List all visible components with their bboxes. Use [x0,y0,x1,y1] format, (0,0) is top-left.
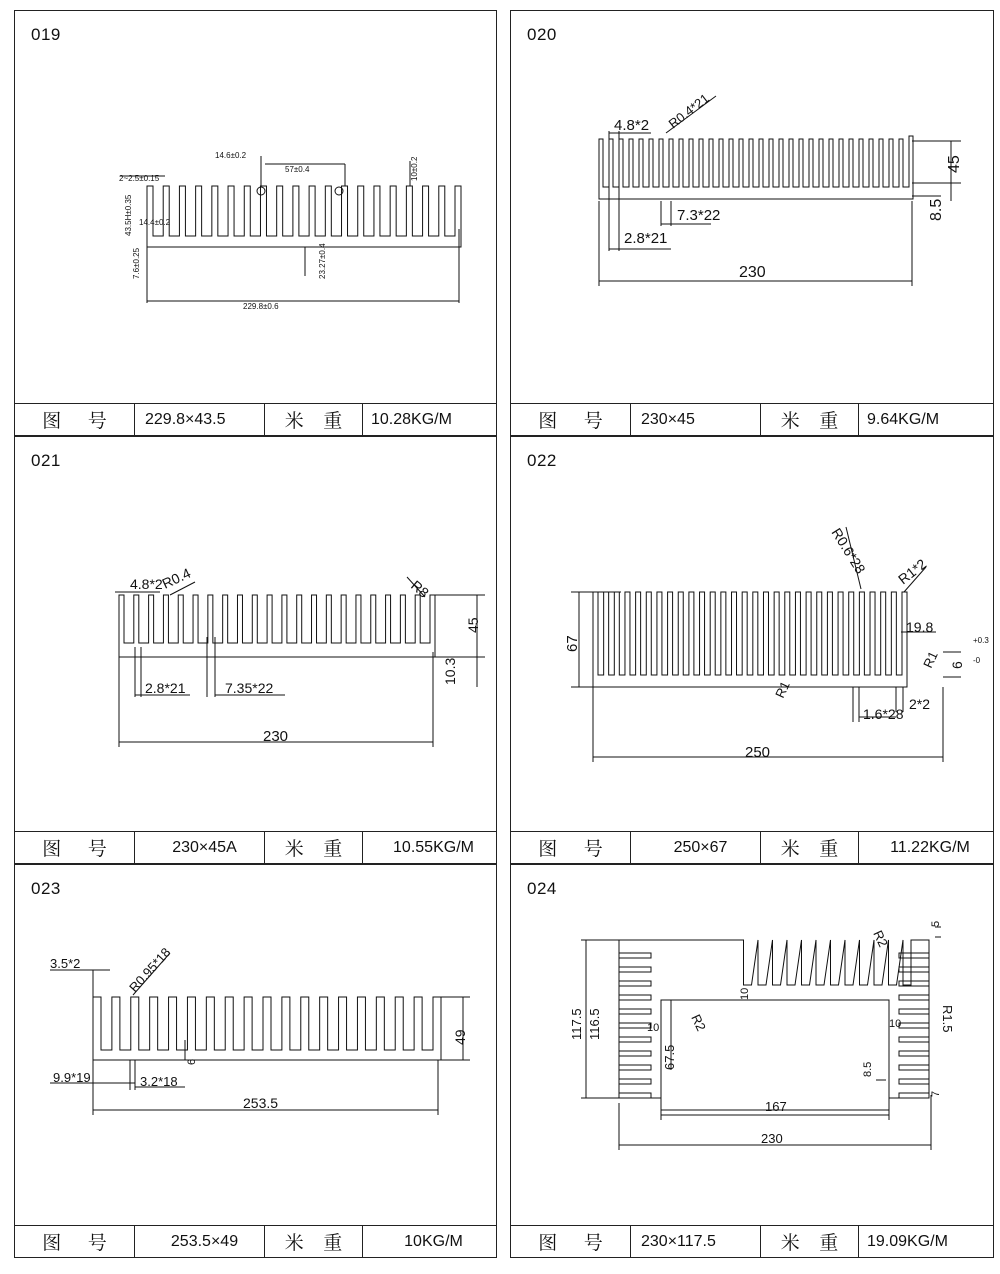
dim-d5: 6 [186,1058,198,1065]
drawing-number-value: 253.5×49 [135,1226,265,1257]
dim-d2: R1*2 [894,555,930,588]
dim-h2: 116.5 [587,1008,602,1040]
weight-value: 10KG/M [404,1232,463,1250]
dim-inner: 167 [765,1099,787,1114]
profile-drawing-022 [511,437,995,833]
dim-d4: R1 [920,648,941,671]
label-drawing-number: 图 号 [15,832,135,863]
dim-d4: 3.2*18 [140,1074,178,1089]
dim-h1: 117.5 [569,1008,584,1040]
dim-d3: 9.9*19 [53,1070,91,1085]
dim-d5: 6 [949,661,965,669]
profile-drawing-024 [511,865,995,1227]
panel-020 [510,10,994,436]
dim-height: 49 [452,1029,468,1045]
profile-drawing-023 [15,865,498,1227]
title-block [15,831,496,863]
dim-d7: R1.5 [940,1005,955,1033]
dim-d4: 2~2.5±0.15 [119,174,160,183]
dim-d1: 5 [930,920,942,927]
panel-022 [510,436,994,864]
label-weight-per-meter: 米 重 [265,1226,363,1257]
weight-value: 10.28KG/M [371,410,452,428]
dim-height: 45 [946,155,963,173]
label-drawing-number: 图 号 [511,832,631,863]
dim-d6: 10 [889,1018,902,1030]
dim-d7: 7.6±0.25 [132,247,141,279]
dim-d6: 14.4±0.2 [139,218,171,227]
dim-d9: 7 [930,1090,942,1097]
dim-d3: 19.8 [906,619,934,635]
dim-d8: 23.27±0.4 [318,243,327,279]
dim-d3: R2 [688,1011,709,1034]
panel-number: 020 [527,25,557,44]
title-block [511,1225,993,1257]
label-weight-per-meter: 米 重 [761,1226,859,1257]
panel-023 [14,864,497,1258]
panel-019 [14,10,497,436]
dim-d2: R2 [870,927,891,950]
panel-number: 024 [527,879,557,898]
dim-d5: 43.5H±0.35 [124,194,133,236]
label-drawing-number: 图 号 [15,1226,135,1257]
dim-width: 229.8±0.6 [243,302,279,311]
dim-d1: R0.6*28 [828,525,869,577]
weight-value: 10.55KG/M [393,838,474,856]
dim-height: 45 [465,617,481,633]
label-weight-per-meter: 米 重 [761,404,859,435]
dim-d5: 7.35*22 [225,680,274,696]
dim-d3: 10±0.2 [410,156,419,181]
label-drawing-number: 图 号 [511,404,631,435]
dim-width: 253.5 [243,1095,279,1111]
dim-d2: R0.95*18 [126,944,174,996]
dim-d6: R1 [772,678,793,701]
profile-drawing-019 [15,11,498,405]
weight-value: 11.22KG/M [890,838,970,856]
profile-drawing-021 [15,437,498,833]
dim-d1: 4.8*2 [614,117,650,134]
drawing-number-value: 230×117.5 [631,1226,761,1257]
dim-width: 230 [739,264,766,281]
dim-d4: 10 [739,987,751,1000]
dim-base: 10.3 [442,657,458,685]
title-block [15,1225,496,1257]
dim-d3: 7.3*22 [677,207,721,224]
drawing-number-value: 230×45 [631,404,761,435]
dim-d4: 2.8*21 [624,230,668,247]
dim-width: 230 [263,728,289,745]
weight-value: 9.64KG/M [867,410,940,428]
label-weight-per-meter: 米 重 [265,832,363,863]
dim-height: 67 [564,635,581,652]
drawing-number-value: 250×67 [631,832,761,863]
panel-024 [510,864,994,1258]
dim-d7: 1.6*28 [863,706,904,722]
dim-d8: 2*2 [909,696,931,712]
dim-d1: 3.5*2 [50,956,81,971]
label-weight-per-meter: 米 重 [265,404,363,435]
dim-h3: 67.5 [662,1044,677,1070]
dim-width: 230 [761,1131,783,1146]
panel-021 [14,436,497,864]
dim-d1: 14.6±0.2 [215,151,247,160]
dim-d1: 4.8*2 [130,576,163,592]
weight-value: 19.09KG/M [867,1232,948,1250]
dim-tol-plus: +0.3 [973,636,989,645]
title-block [15,403,496,435]
panel-number: 022 [527,451,557,470]
dim-d2: R0.4 [159,564,194,592]
dim-d8: 8.5 [862,1061,874,1077]
dim-tol-minus: -0 [973,656,981,665]
dim-d2: R0.4*21 [665,90,712,132]
dim-d2: 57±0.4 [285,165,310,174]
dim-base: 8.5 [928,198,945,221]
title-block [511,831,993,863]
drawing-number-value: 229.8×43.5 [135,404,265,435]
profile-drawing-020 [511,11,995,405]
panel-number: 021 [31,451,61,470]
dim-width: 250 [745,744,771,761]
dim-d5: 10 [647,1022,660,1034]
drawing-number-value: 230×45A [135,832,265,863]
label-weight-per-meter: 米 重 [761,832,859,863]
dim-d3: R8 [408,577,433,601]
label-drawing-number: 图 号 [511,1226,631,1257]
label-drawing-number: 图 号 [15,404,135,435]
panel-number: 019 [31,25,61,44]
title-block [511,403,993,435]
panel-number: 023 [31,879,61,898]
dim-d4: 2.8*21 [145,680,186,696]
